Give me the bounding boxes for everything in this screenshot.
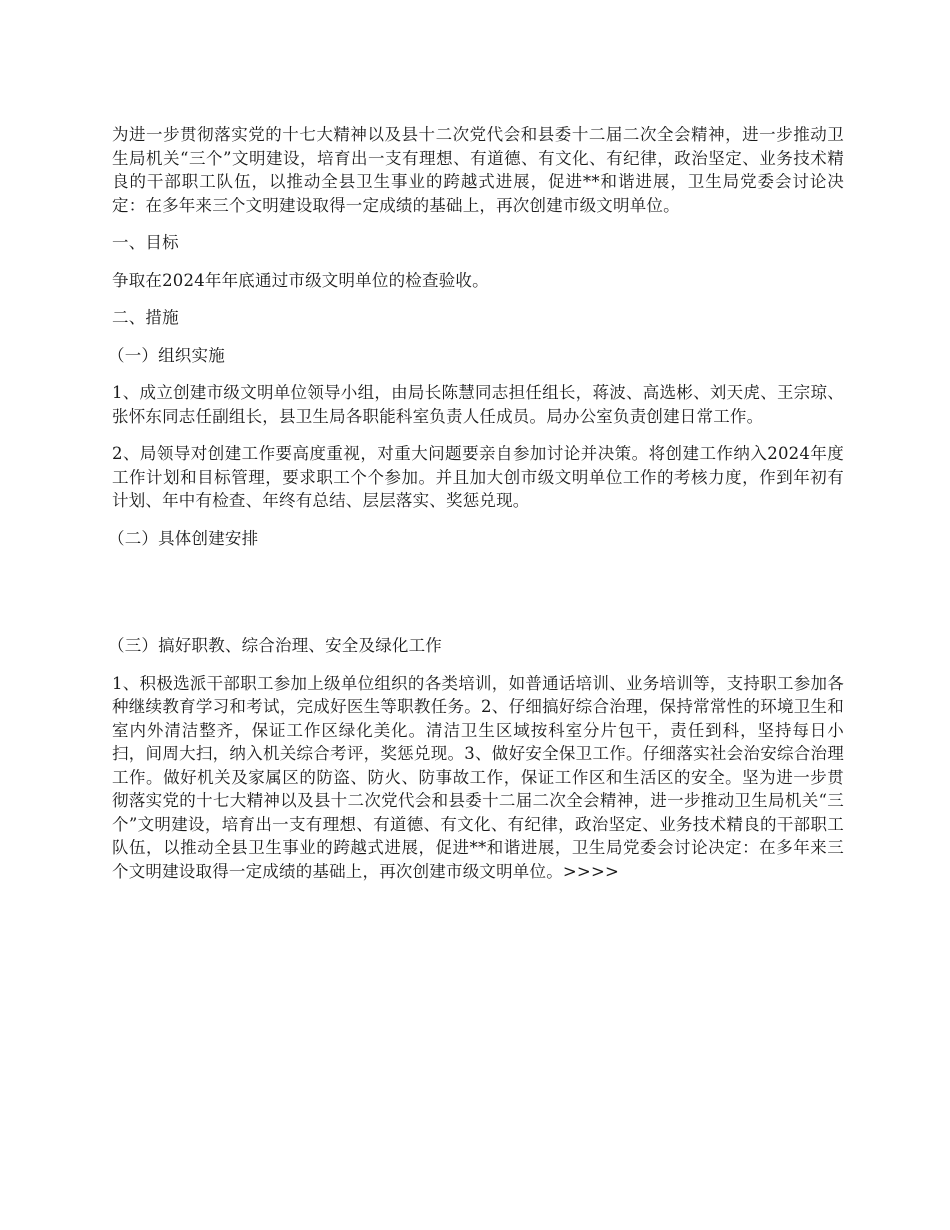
section-measures-title: 二、措施 <box>112 308 179 327</box>
subsection-arrangement-title: （二）具体创建安排 <box>108 528 259 548</box>
training-body: 1、积极选派干部职工参加上级单位组织的各类培训，如普通话培训、业务培训等，支持职工参加各种继续教育学习和考试，完成好医生等职教任务。2、仔细搞好综合治理，保持常常性的环境卫生和室内外清洁整齐，保证工作区绿化美化。清洁卫生区域按科室分片包干，责任到科，坚持每日小扫，间周大扫，纳入机关综合考评，奖惩兑现。3、做好安全保卫工作。仔细落实社会治安综合治理工作。做好机关及家属区的防盗、防火、防事故工作，保证工作区和生活区的安全。坚为进一步贯彻落实党的十七大精神以及县十二次党代会和县委十二届二次全会精神，进一步推动卫生局机关“三个”文明建设，培育出一支有理想、有道德、有文化、有纪律，政治坚定、业务技术精良的干部职工队伍，以推动全县卫生事业的跨越式进展，促进**和谐进展，卫生局党委会讨论决定：在多年来三个文明建设取得一定成绩的基础上，再次创建市级文明单位。>>>> <box>112 673 844 881</box>
organization-item-2: 2、局领导对创建工作要高度重视，对重大问题要亲自参加讨论并决策。将创建工作纳入2024年度工作计划和目标管理，要求职工个个参加。并且加大创市级文明单位工作的考核力度，作到年初有计划、年中有检查、年终有总结、层层落实、奖惩兑现。 <box>112 444 844 510</box>
subsection-organization-title: （一）组织实施 <box>108 345 225 365</box>
intro-paragraph: 为进一步贯彻落实党的十七大精神以及县十二次党代会和县委十二届二次全会精神，进一步推动卫生局机关“三个”文明建设，培育出一支有理想、有道德、有文化、有纪律，政治坚定、业务技术精良的干部职工队伍，以推动全县卫生事业的跨越式进展，促进**和谐进展，卫生局党委会讨论决定：在多年来三个文明建设取得一定成绩的基础上，再次创建市级文明单位。 <box>112 125 844 215</box>
section-goal-body: 争取在2024年年底通过市级文明单位的检查验收。 <box>112 270 489 290</box>
organization-item-1: 1、成立创建市级文明单位领导小组，由局长陈慧同志担任组长，蒋波、高选彬、刘天虎、王宗琼、张怀东同志任副组长，县卫生局各职能科室负责人任成员。局办公室负责创建日常工作。 <box>112 383 844 426</box>
section-goal-title: 一、目标 <box>112 233 179 252</box>
document-page <box>108 123 844 883</box>
blank-space <box>112 564 844 634</box>
subsection-training-title: （三）搞好职教、综合治理、安全及绿化工作 <box>108 636 442 655</box>
